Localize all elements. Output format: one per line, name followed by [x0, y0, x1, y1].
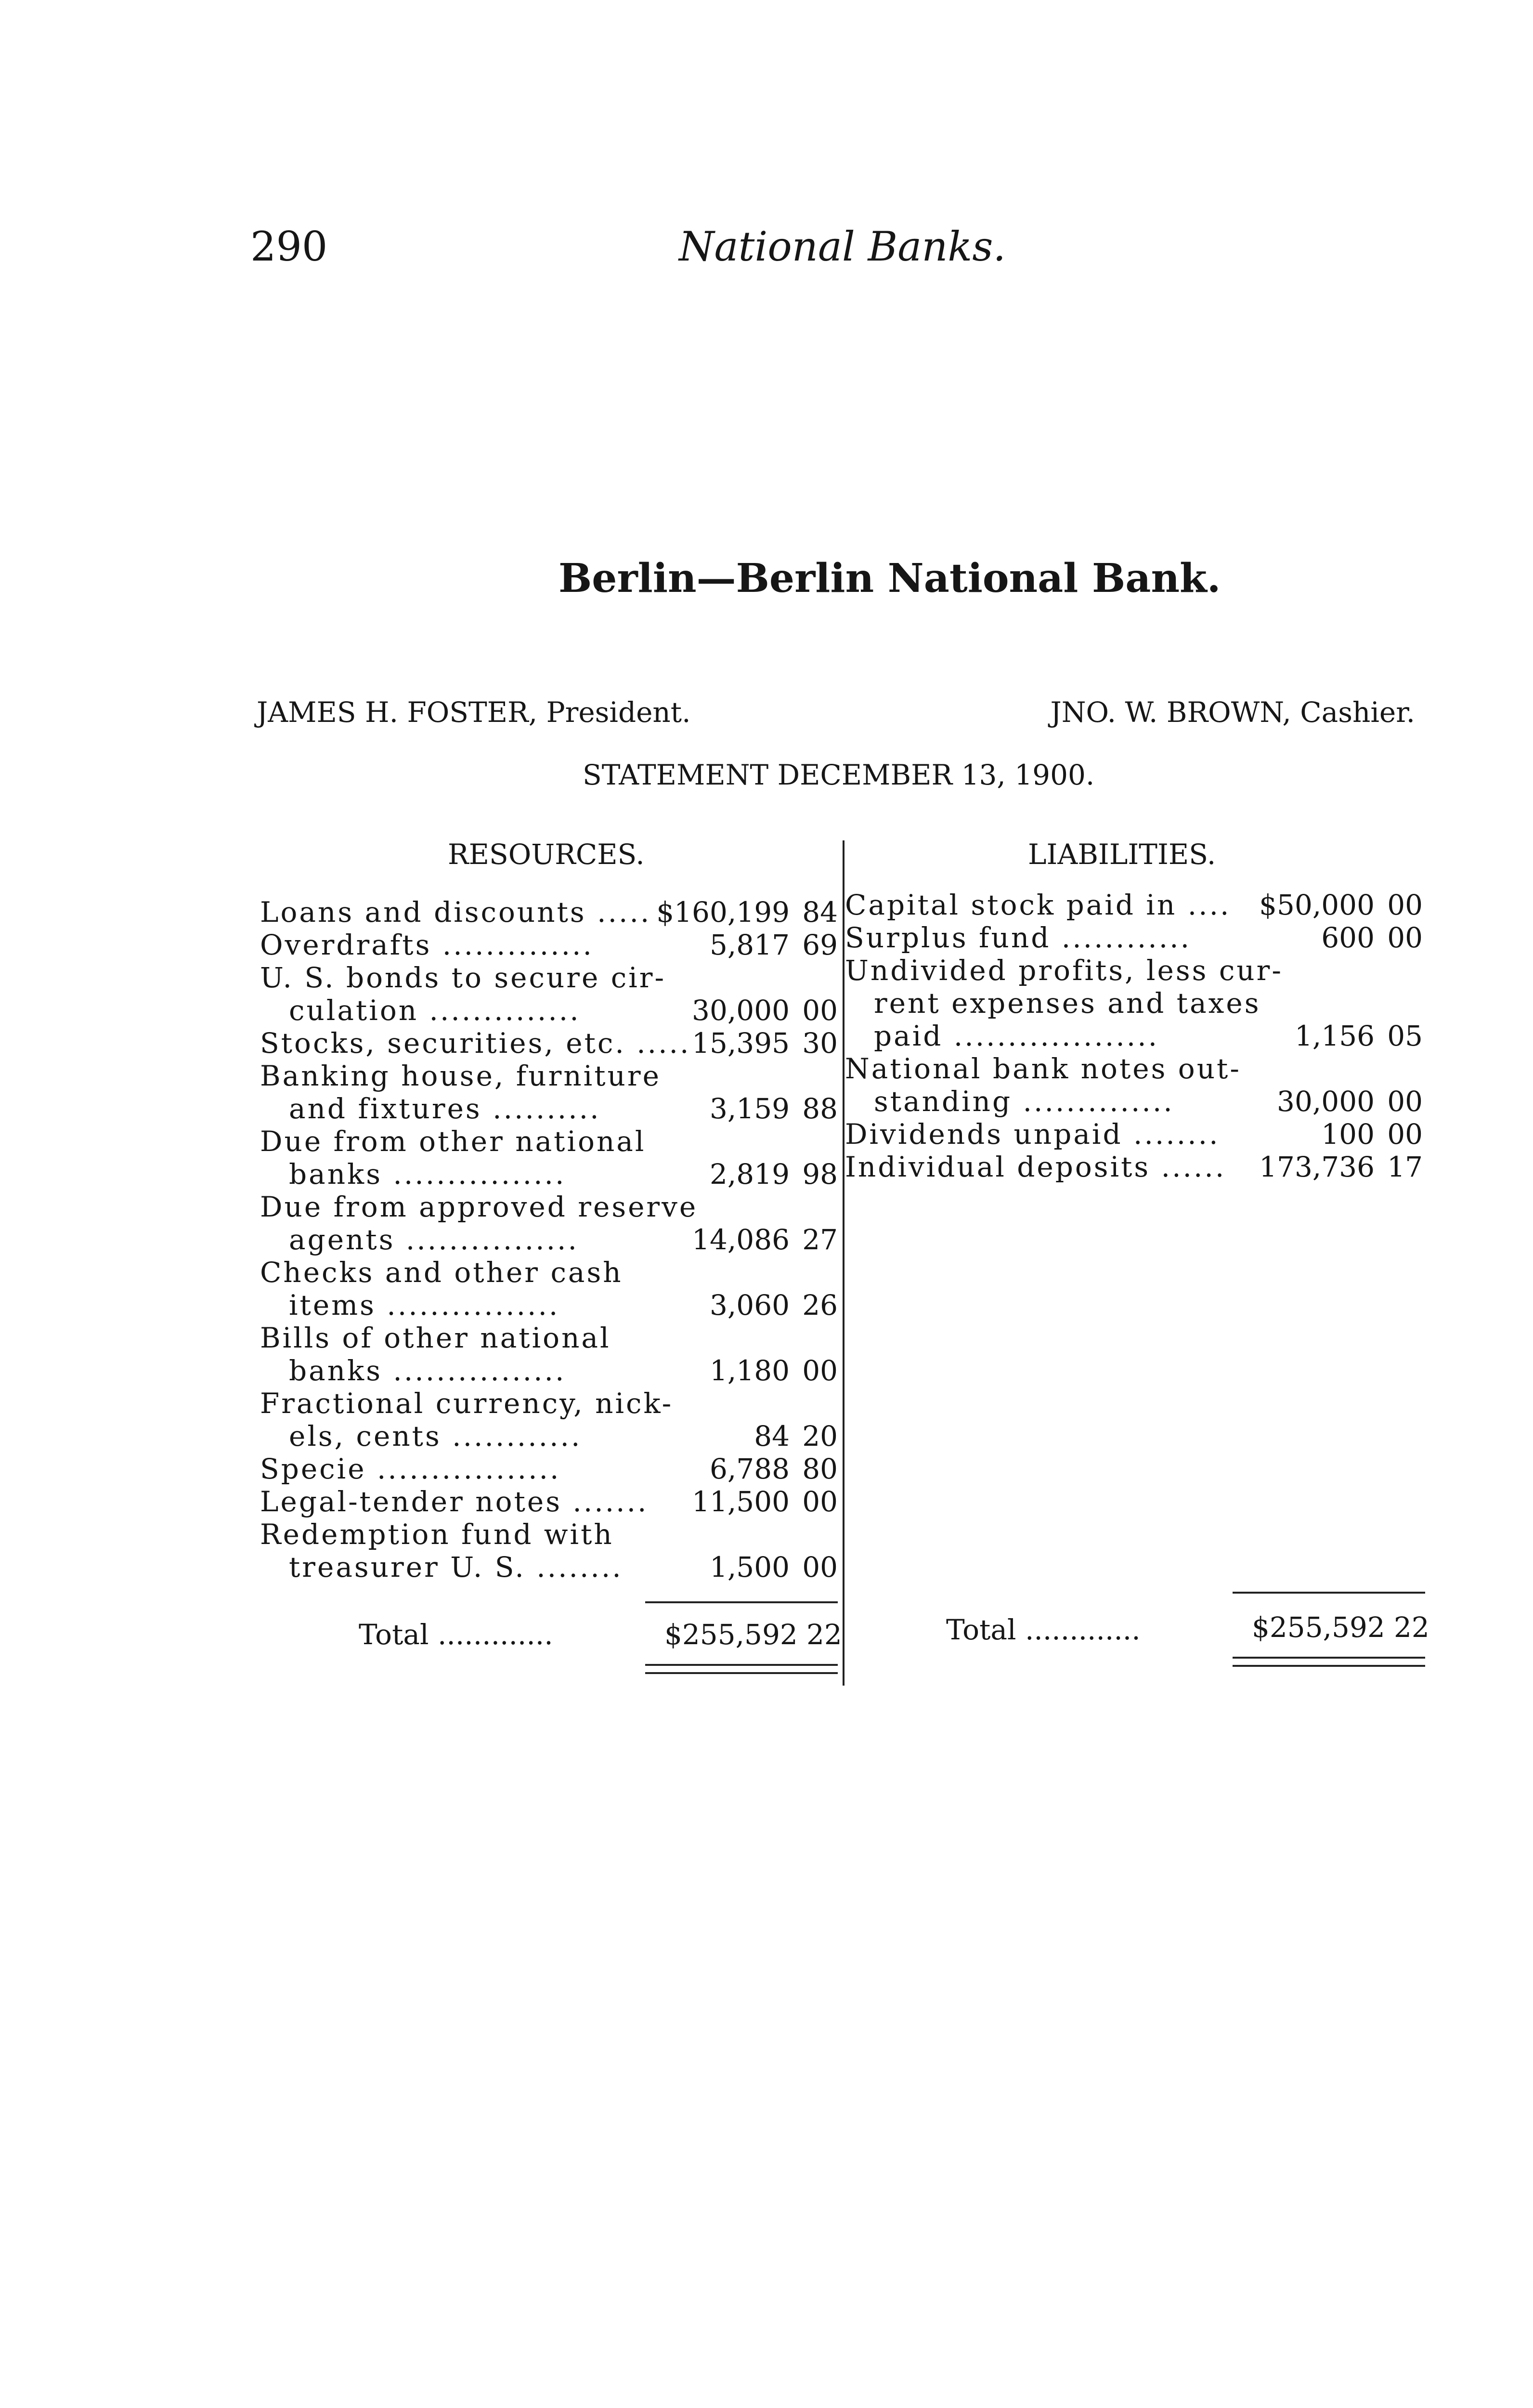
resources-item-label: agents ................ [289, 1223, 579, 1256]
liabilities-item-label: standing .............. [874, 1085, 1174, 1118]
liabilities-item-label: Undivided profits, less cur- [845, 954, 1283, 987]
liabilities-total-rule [1233, 1592, 1425, 1594]
liabilities-row [845, 1052, 1423, 1085]
cashier-line: JNO. W. BROWN, Cashier. [1050, 696, 1415, 729]
liabilities-row [845, 1118, 1423, 1151]
liabilities-item-label: Capital stock paid in .... [845, 889, 1231, 921]
resources-row [260, 1518, 838, 1551]
resources-item-cents: 27 [802, 1223, 838, 1256]
liabilities-item-cents: 00 [1387, 889, 1423, 921]
resources-item-cents: 88 [802, 1092, 838, 1125]
bank-title: Berlin—Berlin National Bank. [559, 555, 1221, 602]
resources-table [260, 896, 838, 1584]
liabilities-item-label: Individual deposits ...... [845, 1151, 1226, 1183]
resources-item-label: Bills of other national [260, 1322, 611, 1354]
statement-date: STATEMENT DECEMBER 13, 1900. [583, 759, 1095, 791]
resources-item-cents: 00 [802, 994, 838, 1027]
resources-item-cents: 69 [802, 929, 838, 961]
resources-item-cents: 30 [802, 1027, 838, 1060]
liabilities-item-cents: 05 [1387, 1020, 1423, 1052]
running-head: National Banks. [679, 223, 1006, 270]
resources-row [260, 1060, 838, 1092]
resources-item-cents: 00 [802, 1485, 838, 1518]
liabilities-item-cents: 00 [1387, 1118, 1423, 1151]
liabilities-table [845, 889, 1423, 1183]
resources-row [260, 1354, 838, 1387]
resources-item-dollars: 1,500 [709, 1551, 790, 1584]
resources-total-cents: 22 [806, 1618, 842, 1651]
liabilities-total-dollars: $255,592 [1252, 1611, 1385, 1644]
resources-item-cents: 80 [802, 1453, 838, 1485]
resources-row [260, 994, 838, 1027]
resources-row [260, 1289, 838, 1322]
resources-row [260, 1223, 838, 1256]
page-number: 290 [250, 223, 328, 270]
liabilities-item-dollars: 100 [1321, 1118, 1375, 1151]
liabilities-double-rule-top [1233, 1657, 1425, 1659]
resources-row [260, 1158, 838, 1191]
resources-row [260, 929, 838, 961]
resources-item-cents: 84 [802, 896, 838, 929]
resources-total-rule [645, 1601, 838, 1603]
liabilities-item-label: paid ................... [874, 1020, 1159, 1052]
resources-item-label: Overdrafts .............. [260, 929, 594, 961]
resources-row [260, 1125, 838, 1158]
resources-item-dollars: 15,395 [692, 1027, 790, 1060]
resources-heading: RESOURCES. [448, 838, 645, 871]
resources-item-label: and fixtures .......... [289, 1092, 601, 1125]
resources-row [260, 1322, 838, 1354]
resources-item-dollars: 5,817 [709, 929, 790, 961]
resources-item-label: els, cents ............ [289, 1420, 582, 1453]
resources-item-label: culation .............. [289, 994, 581, 1027]
resources-item-cents: 98 [802, 1158, 838, 1191]
liabilities-row [845, 921, 1423, 954]
resources-item-label: Stocks, securities, etc. ..... [260, 1027, 691, 1060]
resources-item-cents: 20 [802, 1420, 838, 1453]
resources-item-cents: 26 [802, 1289, 838, 1322]
resources-total-label: Total ............. [359, 1618, 553, 1651]
resources-row [260, 1092, 838, 1125]
resources-row [260, 1027, 838, 1060]
resources-item-label: Redemption fund with [260, 1518, 614, 1551]
resources-item-label: treasurer U. S. ........ [289, 1551, 623, 1584]
liabilities-item-cents: 17 [1387, 1151, 1423, 1183]
resources-item-label: Specie ................. [260, 1453, 561, 1485]
resources-item-cents: 00 [802, 1551, 838, 1584]
resources-row [260, 896, 838, 929]
resources-item-label: banks ................ [289, 1354, 566, 1387]
resources-double-rule-bottom [645, 1672, 838, 1674]
liabilities-row [845, 1020, 1423, 1052]
liabilities-total-label: Total ............. [946, 1613, 1141, 1646]
resources-item-dollars: $160,199 [656, 896, 790, 929]
resources-item-label: banks ................ [289, 1158, 566, 1191]
resources-item-dollars: 1,180 [709, 1354, 790, 1387]
resources-item-cents: 00 [802, 1354, 838, 1387]
resources-item-dollars: 11,500 [692, 1485, 790, 1518]
liabilities-item-dollars: 173,736 [1259, 1151, 1375, 1183]
resources-row [260, 1453, 838, 1485]
resources-item-label: Legal-tender notes ....... [260, 1485, 649, 1518]
resources-item-label: U. S. bonds to secure cir- [260, 961, 666, 994]
liabilities-row [845, 954, 1423, 987]
resources-item-dollars: 3,060 [709, 1289, 790, 1322]
resources-row [260, 1191, 838, 1223]
resources-item-label: Loans and discounts ..... [260, 896, 651, 929]
resources-row [260, 1485, 838, 1518]
liabilities-item-cents: 00 [1387, 1085, 1423, 1118]
column-divider [843, 840, 844, 1686]
resources-item-label: Due from other national [260, 1125, 646, 1158]
liabilities-item-dollars: $50,000 [1259, 889, 1375, 921]
resources-item-label: Due from approved reserve [260, 1191, 698, 1223]
resources-double-rule-top [645, 1664, 838, 1666]
liabilities-heading: LIABILITIES. [1028, 838, 1216, 871]
resources-row [260, 1387, 838, 1420]
resources-item-dollars: 2,819 [709, 1158, 790, 1191]
resources-row [260, 1551, 838, 1584]
resources-item-label: Checks and other cash [260, 1256, 623, 1289]
liabilities-item-label: Surplus fund ............ [845, 921, 1192, 954]
resources-item-label: items ................ [289, 1289, 560, 1322]
resources-row [260, 961, 838, 994]
resources-row [260, 1420, 838, 1453]
liabilities-row [845, 987, 1423, 1020]
liabilities-total-cents: 22 [1394, 1611, 1429, 1644]
resources-total-dollars: $255,592 [664, 1618, 798, 1651]
liabilities-item-cents: 00 [1387, 921, 1423, 954]
resources-item-dollars: 3,159 [709, 1092, 790, 1125]
resources-item-dollars: 30,000 [692, 994, 790, 1027]
resources-item-label: Banking house, furniture [260, 1060, 661, 1092]
resources-item-label: Fractional currency, nick- [260, 1387, 674, 1420]
liabilities-double-rule-bottom [1233, 1665, 1425, 1667]
liabilities-row [845, 1085, 1423, 1118]
liabilities-item-label: National bank notes out- [845, 1052, 1241, 1085]
liabilities-item-label: Dividends unpaid ........ [845, 1118, 1220, 1151]
president-line: JAMES H. FOSTER, President. [257, 696, 691, 729]
liabilities-item-dollars: 1,156 [1294, 1020, 1375, 1052]
resources-item-dollars: 84 [754, 1420, 790, 1453]
liabilities-row [845, 889, 1423, 921]
liabilities-item-dollars: 30,000 [1277, 1085, 1375, 1118]
resources-item-dollars: 14,086 [692, 1223, 790, 1256]
resources-item-dollars: 6,788 [709, 1453, 790, 1485]
liabilities-item-dollars: 600 [1321, 921, 1375, 954]
liabilities-item-label: rent expenses and taxes [874, 987, 1261, 1020]
resources-row [260, 1256, 838, 1289]
liabilities-row [845, 1151, 1423, 1183]
